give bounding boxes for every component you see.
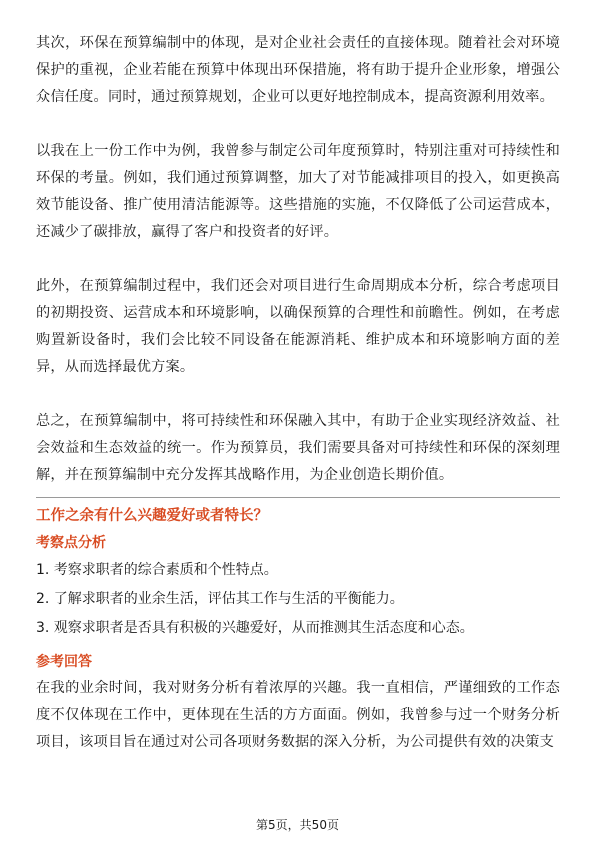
page-number: 第5页，共50页 [256,818,339,832]
paragraph: 其次，环保在预算编制中的体现，是对企业社会责任的直接体现。随着社会对环境保护的重视，企业若能在预算中体现出环保措施，将有助于提升企业形象，增强公众信任度。同时，通过预算规划，企业可以更好地控制成本，提高资源利用效率。 [36,35,560,105]
list-item: 3. 观察求职者是否具有积极的兴趣爱好，从而推测其生活态度和心态。 [36,620,474,636]
section-divider [36,497,560,498]
list-item: 1. 考察求职者的综合素质和个性特点。 [36,562,278,578]
analysis-heading: 考察点分析 [36,535,106,551]
analysis-list [36,556,560,643]
interview-question: 工作之余有什么兴趣爱好或者特长？ [36,508,268,524]
list-item: 2. 了解求职者的业余生活，评估其工作与生活的平衡能力。 [36,591,404,607]
paragraph: 此外，在预算编制过程中，我们还会对项目进行生命周期成本分析，综合考虑项目的初期投资、运营成本和环境影响，以确保预算的合理性和前瞻性。例如，在考虑购置新设备时，我们会比较不同设备在能源消耗、维护成本和环境影响方面的差异，从而选择最优方案。 [36,278,560,375]
answer-text: 在我的业余时间，我对财务分析有着浓厚的兴趣。我一直相信，严谨细致的工作态度不仅体现在工作中，更体现在生活的方方面面。例如，我曾参与过一个财务分析项目，该项目旨在通过对公司各项财务数据的深入分析，为公司提供有效的决策支 [36,680,560,750]
paragraph: 总之，在预算编制中，将可持续性和环保融入其中，有助于企业实现经济效益、社会效益和生态效益的统一。作为预算员，我们需要具备对可持续性和环保的深刻理解，并在预算编制中充分发挥其战略作用，为企业创造长期价值。 [36,413,560,483]
paragraph: 以我在上一份工作中为例，我曾参与制定公司年度预算时，特别注重对可持续性和环保的考量。例如，我们通过预算调整，加大了对节能减排项目的投入，如更换高效节能设备、推广使用清洁能源等。这些措施的实施，不仅降低了公司运营成本，还减少了碳排放，赢得了客户和投资者的好评。 [36,143,560,240]
document-body [36,30,560,756]
answer-heading: 参考回答 [36,654,92,670]
